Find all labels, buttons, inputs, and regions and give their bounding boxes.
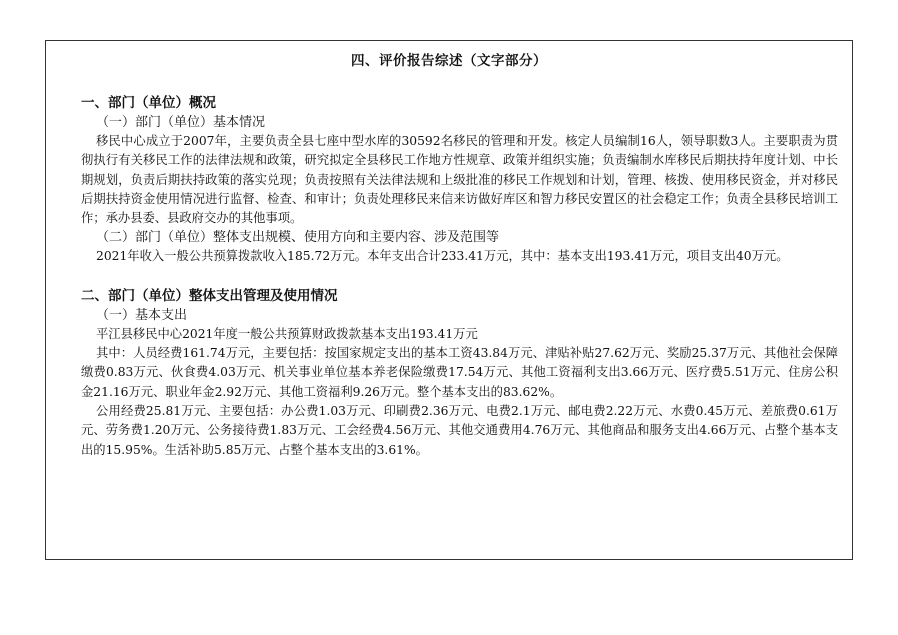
page-title: 四、评价报告综述（文字部分） — [351, 53, 547, 69]
section2-subheading-1: （一）基本支出 — [96, 307, 188, 323]
report-content — [81, 94, 838, 460]
report-frame — [45, 40, 853, 560]
section2-paragraph-3: 公用经费25.81万元、主要包括：办公费1.03万元、印刷费2.36万元、电费2.1万元、邮电费2.22万元、水费0.45万元、差旅费0.61万元、劳务费1.20万元、公务接待费1.83万元、工会经费4.56万元、其他交通费用4.76万元、其他商品和服务支出4.66万元、占整个基本支出的15.95%。生活补助5.85万元、占整个基本支出的3.61%。 — [81, 403, 838, 457]
section2-paragraph-1: 平江县移民中心2021年度一般公共预算财政拨款基本支出193.41万元 — [96, 326, 478, 341]
section1-paragraph-2: 2021年收入一般公共预算拨款收入185.72万元。本年支出合计233.41万元，其中：基本支出193.41万元，项目支出40万元。 — [96, 249, 789, 264]
section1-subheading-2: （二）部门（单位）整体支出规模、使用方向和主要内容、涉及范围等 — [96, 230, 500, 246]
section1-subheading-1: （一）部门（单位）基本情况 — [96, 115, 266, 130]
section1-heading: 一、部门（单位）概况 — [81, 95, 216, 111]
section2-paragraph-2: 其中：人员经费161.74万元，主要包括：按国家规定支出的基本工资43.84万元、津贴补贴27.62万元、奖励25.37万元、其他社会保障缴费0.83万元、伙食费4.03万元、机关事业单位基本养老保险缴费17.54万元、其他工资福利支出3.66万元、医疗费5.51万元、住房公积金21.16万元、职业年金2.92万元、其他工资福利9.26万元。整个基本支出的83.62%。 — [81, 346, 838, 399]
section-spacer — [81, 267, 838, 287]
section1-paragraph-1: 移民中心成立于2007年，主要负责全县七座中型水库的30592名移民的管理和开发。核定人员编制16人，领导职数3人。主要职责为贯彻执行有关移民工作的法律法规和政策，研究拟定全县移民工作地方性规章、政策并组织实施；负责编制水库移民后期扶持年度计划、中长期规划，负责后期扶持政策的落实兑现；负责按照有关法律法规和上级批准的移民工作规划和计划，管理、核拨、使用移民资金，并对移民后期扶持资金使用情况进行监督、检查、和审计；负责处理移民来信来访做好库区和智力移民安置区的社会稳定工作；负责全县移民培训工作；承办县委、县政府交办的其他事项。 — [81, 134, 838, 226]
section2-heading: 二、部门（单位）整体支出管理及使用情况 — [81, 287, 338, 304]
